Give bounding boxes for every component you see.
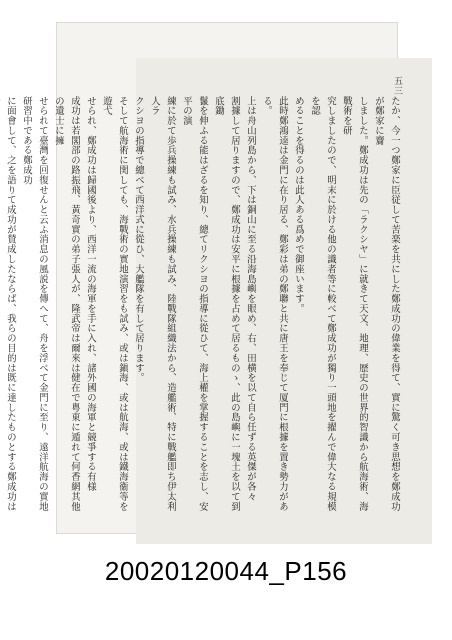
text-column: 成功は若閣部の路振飛、黃奇實の弟子張人が、隆武帝は爾來は健在で粤東に遁れて何香網其他の遺士に擁 [53, 96, 80, 512]
text-column: 割據して居りますので、鄭成功は安平に根據を占めて居るものゝ、此の島嶼に一塊土を以て到底鋤 [213, 96, 240, 512]
text-column: クシヨの指導で總べて西洋式に從ひ、大艦隊を有して居ります。 [133, 96, 144, 383]
text-column: 此時鄭鴻逵は金門に在り居る、鄭彩は弟の鄭聯と共に唐王を奉じて厦門に根據を置き勢力がある。 [261, 96, 288, 512]
image-caption: 20020120044_P156 [104, 556, 348, 586]
text-column: に面會して、之を語りて成功が賛成したならば、我らの目的は既に達したものとする鄭成功は [5, 96, 16, 512]
text-column: 鬣を伸ふる能はざるを知り、總てリクシヨの指導に從ひて、海上權を掌握することを志し、安平の演 [181, 96, 208, 512]
text-column: せられて臺灣を回復せんと云ふ消息の風説を傳へて、舟を浮べて金門に至り、遠洋航海の實地研習中である鄭成功 [21, 96, 48, 512]
text-column: 練に於て歩兵操練も試み、水兵操練も試み、陸戰隊組織法から、造艦術、特に戰艦即ち伊太利人ラ [149, 96, 176, 512]
text-column: しました。鄭成功は先の「ラクシヤ」に就きて天文、地理、歴史の世界的智識から航海術、海戰術を研 [341, 96, 368, 512]
text-column: そして航海術に関しても、海戰術の實地演習をも試み、或は鎭海、或は航海、或は鐵海衞等を遊弋 [101, 96, 128, 512]
text-body [5, 96, 402, 516]
book-page [5, 58, 432, 544]
page-photo [5, 22, 402, 534]
text-column: 上は舟山列島から、下は銅山に至る沿海島嶼を眼め、右、田横を以て自ら任ずる英傑が各々 [245, 96, 256, 502]
text-column: めることを得るのは此人ある爲めで御座います。 [293, 96, 304, 314]
text-column: たか、今一つ鄭家に臣従して苦楽を共にした鄭成功の偉業を得て、實に驚く可き思想を鄭成功が鄭家に齎 [373, 96, 400, 512]
page-number: 五三 [392, 76, 402, 96]
text-column: せられ、鄭成功は歸國後より、西洋一流の海軍を手に入れ、諸外國の海軍と競爭する有様 [85, 96, 96, 492]
text-column: 究しましたので、明末に於ける他の識者等に較べて鄭成功が獨り一頭地を擢んで偉大なる規模を認 [309, 96, 336, 512]
